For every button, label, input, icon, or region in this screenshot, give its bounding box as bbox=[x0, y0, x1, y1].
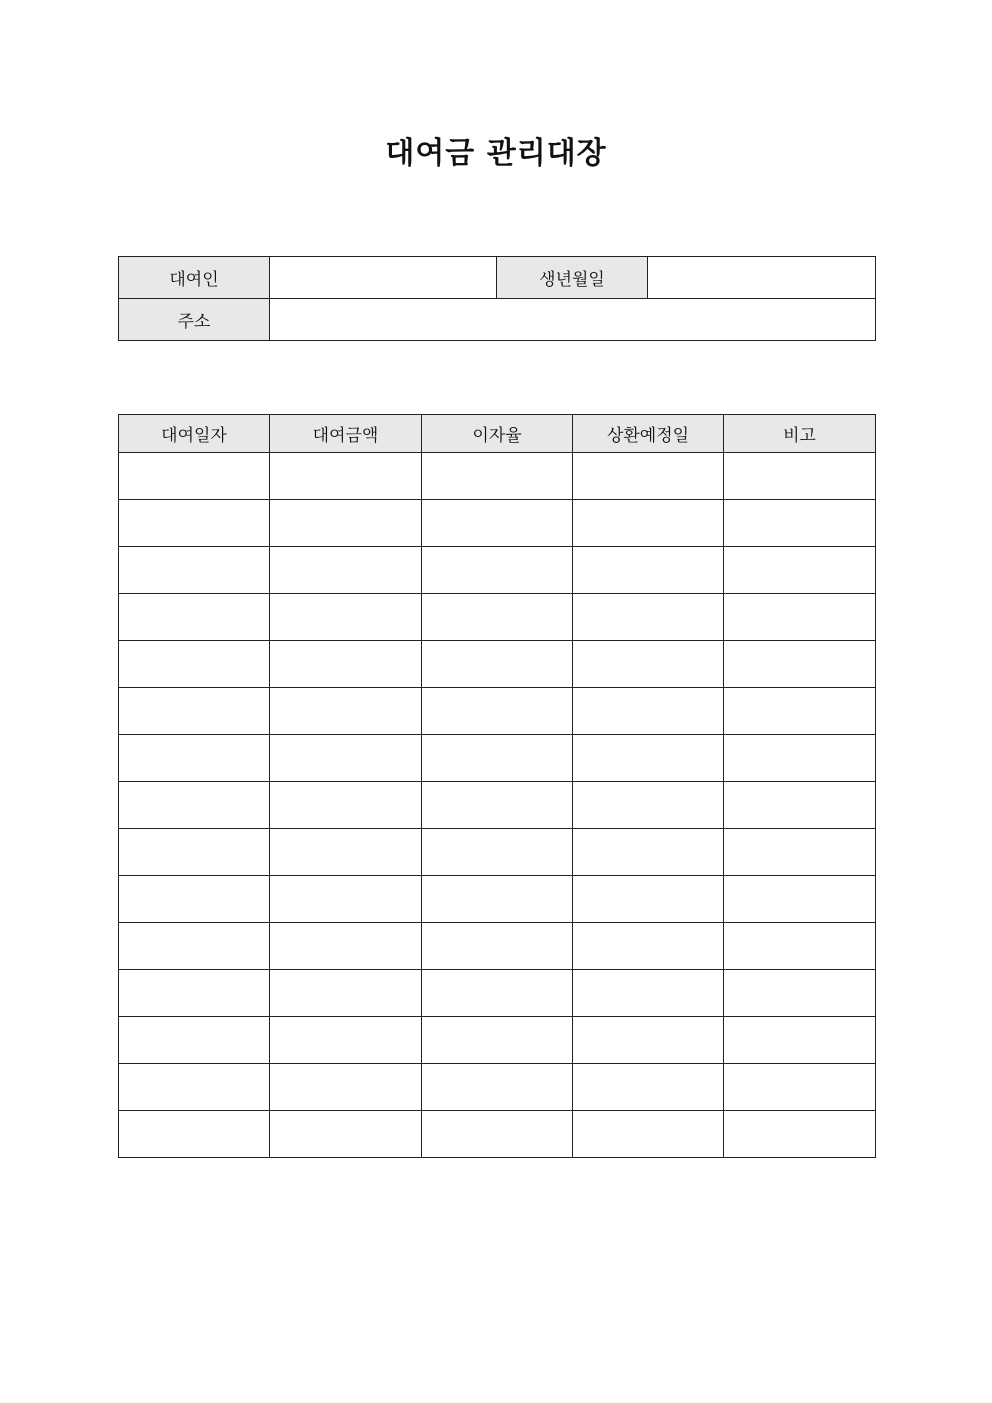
table-row bbox=[119, 923, 876, 970]
interest-rate-cell[interactable] bbox=[422, 1017, 573, 1064]
table-row bbox=[119, 1111, 876, 1158]
column-header-loan-date: 대여일자 bbox=[119, 415, 270, 453]
remarks-cell[interactable] bbox=[724, 688, 876, 735]
repayment-date-cell[interactable] bbox=[573, 735, 724, 782]
loan-amount-cell[interactable] bbox=[270, 829, 422, 876]
loan-amount-cell[interactable] bbox=[270, 782, 422, 829]
loan-amount-cell[interactable] bbox=[270, 1064, 422, 1111]
remarks-cell[interactable] bbox=[724, 1017, 876, 1064]
table-row bbox=[119, 735, 876, 782]
interest-rate-cell[interactable] bbox=[422, 547, 573, 594]
birthdate-label: 생년월일 bbox=[497, 257, 648, 299]
loan-date-cell[interactable] bbox=[119, 876, 270, 923]
table-row bbox=[119, 547, 876, 594]
repayment-date-cell[interactable] bbox=[573, 547, 724, 594]
loan-amount-cell[interactable] bbox=[270, 688, 422, 735]
interest-rate-cell[interactable] bbox=[422, 923, 573, 970]
loan-date-cell[interactable] bbox=[119, 1111, 270, 1158]
interest-rate-cell[interactable] bbox=[422, 829, 573, 876]
address-field[interactable] bbox=[270, 299, 876, 341]
loan-date-cell[interactable] bbox=[119, 735, 270, 782]
table-row bbox=[119, 688, 876, 735]
remarks-cell[interactable] bbox=[724, 547, 876, 594]
interest-rate-cell[interactable] bbox=[422, 782, 573, 829]
repayment-date-cell[interactable] bbox=[573, 829, 724, 876]
loan-amount-cell[interactable] bbox=[270, 1017, 422, 1064]
table-row bbox=[119, 1017, 876, 1064]
table-row bbox=[119, 1064, 876, 1111]
lender-label: 대여인 bbox=[119, 257, 270, 299]
interest-rate-cell[interactable] bbox=[422, 1064, 573, 1111]
loan-date-cell[interactable] bbox=[119, 829, 270, 876]
loan-amount-cell[interactable] bbox=[270, 453, 422, 500]
ledger-header-row bbox=[119, 415, 876, 453]
repayment-date-cell[interactable] bbox=[573, 500, 724, 547]
interest-rate-cell[interactable] bbox=[422, 594, 573, 641]
interest-rate-cell[interactable] bbox=[422, 453, 573, 500]
repayment-date-cell[interactable] bbox=[573, 641, 724, 688]
table-row bbox=[119, 970, 876, 1017]
repayment-date-cell[interactable] bbox=[573, 970, 724, 1017]
remarks-cell[interactable] bbox=[724, 1111, 876, 1158]
interest-rate-cell[interactable] bbox=[422, 876, 573, 923]
lender-info-table bbox=[118, 256, 876, 341]
remarks-cell[interactable] bbox=[724, 876, 876, 923]
birthdate-field[interactable] bbox=[648, 257, 876, 299]
table-row bbox=[119, 641, 876, 688]
loan-date-cell[interactable] bbox=[119, 1017, 270, 1064]
loan-date-cell[interactable] bbox=[119, 641, 270, 688]
column-header-remarks: 비고 bbox=[724, 415, 876, 453]
loan-amount-cell[interactable] bbox=[270, 876, 422, 923]
ledger-body bbox=[119, 453, 876, 1158]
loan-amount-cell[interactable] bbox=[270, 735, 422, 782]
loan-date-cell[interactable] bbox=[119, 970, 270, 1017]
loan-date-cell[interactable] bbox=[119, 923, 270, 970]
loan-date-cell[interactable] bbox=[119, 782, 270, 829]
loan-date-cell[interactable] bbox=[119, 547, 270, 594]
address-row bbox=[119, 299, 876, 341]
table-row bbox=[119, 876, 876, 923]
loan-date-cell[interactable] bbox=[119, 688, 270, 735]
repayment-date-cell[interactable] bbox=[573, 1064, 724, 1111]
loan-amount-cell[interactable] bbox=[270, 594, 422, 641]
repayment-date-cell[interactable] bbox=[573, 923, 724, 970]
interest-rate-cell[interactable] bbox=[422, 500, 573, 547]
repayment-date-cell[interactable] bbox=[573, 1017, 724, 1064]
page-title: 대여금 관리대장 bbox=[385, 136, 607, 171]
repayment-date-cell[interactable] bbox=[573, 1111, 724, 1158]
interest-rate-cell[interactable] bbox=[422, 970, 573, 1017]
remarks-cell[interactable] bbox=[724, 970, 876, 1017]
remarks-cell[interactable] bbox=[724, 829, 876, 876]
loan-amount-cell[interactable] bbox=[270, 970, 422, 1017]
table-row bbox=[119, 829, 876, 876]
remarks-cell[interactable] bbox=[724, 923, 876, 970]
table-row bbox=[119, 453, 876, 500]
repayment-date-cell[interactable] bbox=[573, 782, 724, 829]
column-header-loan-amount: 대여금액 bbox=[270, 415, 422, 453]
interest-rate-cell[interactable] bbox=[422, 1111, 573, 1158]
column-header-repayment-date: 상환예정일 bbox=[573, 415, 724, 453]
loan-amount-cell[interactable] bbox=[270, 500, 422, 547]
remarks-cell[interactable] bbox=[724, 453, 876, 500]
loan-date-cell[interactable] bbox=[119, 1064, 270, 1111]
remarks-cell[interactable] bbox=[724, 594, 876, 641]
remarks-cell[interactable] bbox=[724, 782, 876, 829]
loan-amount-cell[interactable] bbox=[270, 641, 422, 688]
repayment-date-cell[interactable] bbox=[573, 876, 724, 923]
loan-amount-cell[interactable] bbox=[270, 923, 422, 970]
remarks-cell[interactable] bbox=[724, 735, 876, 782]
lender-row bbox=[119, 257, 876, 299]
table-row bbox=[119, 594, 876, 641]
remarks-cell[interactable] bbox=[724, 1064, 876, 1111]
address-label: 주소 bbox=[119, 299, 270, 341]
interest-rate-cell[interactable] bbox=[422, 688, 573, 735]
column-header-interest-rate: 이자율 bbox=[422, 415, 573, 453]
table-row bbox=[119, 500, 876, 547]
repayment-date-cell[interactable] bbox=[573, 453, 724, 500]
repayment-date-cell[interactable] bbox=[573, 594, 724, 641]
remarks-cell[interactable] bbox=[724, 500, 876, 547]
loan-date-cell[interactable] bbox=[119, 594, 270, 641]
loan-amount-cell[interactable] bbox=[270, 1111, 422, 1158]
remarks-cell[interactable] bbox=[724, 641, 876, 688]
interest-rate-cell[interactable] bbox=[422, 641, 573, 688]
interest-rate-cell[interactable] bbox=[422, 735, 573, 782]
repayment-date-cell[interactable] bbox=[573, 688, 724, 735]
loan-ledger-table bbox=[118, 414, 876, 1158]
loan-date-cell[interactable] bbox=[119, 453, 270, 500]
lender-field[interactable] bbox=[270, 257, 497, 299]
loan-amount-cell[interactable] bbox=[270, 547, 422, 594]
table-row bbox=[119, 782, 876, 829]
loan-date-cell[interactable] bbox=[119, 500, 270, 547]
